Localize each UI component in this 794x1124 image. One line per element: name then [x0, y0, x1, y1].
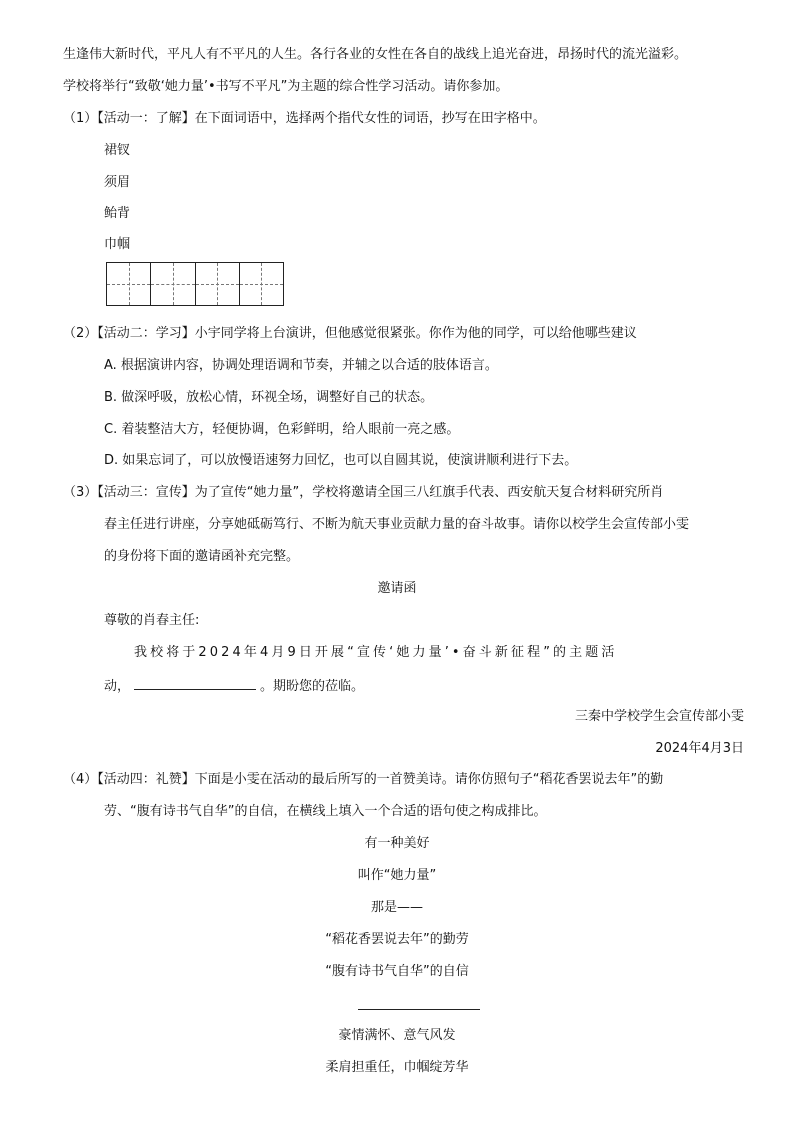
word-option: 裙钗 [104, 143, 131, 158]
tianzige-cell[interactable] [240, 263, 283, 305]
tianzige-cell[interactable] [151, 263, 195, 305]
q4-prompt-line-2: 劳、“腹有诗书气自华”的自信，在横线上填入一个合适的语句使之构成排比。 [104, 804, 547, 819]
poem-line: “腹有诗书气自华”的自信 [325, 964, 469, 979]
q2-option-c: C. 着装整洁大方，轻便协调，色彩鲜明，给人眼前一亮之感。 [104, 422, 460, 437]
intro-line-2: 学校将举行“致敬‘她力量’•书写不平凡”为主题的综合性学习活动。请你参加。 [63, 79, 509, 94]
q3-prompt-line-3: 的身份将下面的邀请函补充完整。 [104, 549, 300, 564]
letter-body-prefix: 动， [104, 679, 131, 694]
answer-blank[interactable] [134, 676, 256, 690]
q2-option-b: B. 做深呼吸，放松心情，环视全场，调整好自己的状态。 [104, 390, 434, 405]
intro-line-1: 生逢伟大新时代，平凡人有不平凡的人生。各行各业的女性在各自的战线上追光奋进，昂扬时代的流光溢彩。 [63, 47, 688, 62]
poem-line: 柔肩担重任，巾帼绽芳华 [325, 1060, 469, 1075]
q3-prompt-line-1: （3）【活动三：宣传】为了宣传“她力量”，学校将邀请全国三八红旗手代表、西安航天复合材料研究所肖 [63, 485, 664, 500]
word-option: 须眉 [104, 175, 131, 190]
q4-prompt-line-1: （4）【活动四：礼赞】下面是小雯在活动的最后所写的一首赞美诗。请你仿照句子“稻花香罢说去年”的勤 [63, 772, 664, 787]
poem-line: 豪情满怀、意气风发 [338, 1028, 456, 1043]
poem-answer-blank[interactable] [358, 1009, 480, 1010]
word-option: 鲐背 [104, 206, 131, 221]
poem-line: 叫作“她力量” [357, 868, 437, 883]
q2-prompt: （2）【活动二：学习】小宇同学将上台演讲，但他感觉很紧张。你作为他的同学，可以给他哪些建议 [63, 326, 637, 341]
tianzige-grid[interactable] [106, 262, 284, 306]
letter-salutation: 尊敬的肖春主任: [104, 613, 200, 628]
q3-prompt-line-2: 春主任进行讲座，分享她砥砺笃行、不断为航天事业贡献力量的奋斗故事。请你以校学生会宣传部小雯 [104, 517, 690, 532]
q1-prompt: （1）【活动一：了解】在下面词语中，选择两个指代女性的词语，抄写在田字格中。 [63, 111, 546, 126]
tianzige-cell[interactable] [107, 263, 151, 305]
q2-option-a: A. 根据演讲内容，协调处理语调和节奏，并辅之以合适的肢体语言。 [104, 358, 498, 373]
letter-title: 邀请函 [377, 581, 417, 596]
poem-line: 有一种美好 [364, 836, 430, 851]
q2-option-d: D. 如果忘词了，可以放慢语速努力回忆，也可以自圆其说，使演讲顺利进行下去。 [104, 453, 578, 468]
letter-body-suffix: 。期盼您的莅临。 [260, 679, 365, 694]
tianzige-cell[interactable] [196, 263, 240, 305]
word-option: 巾帼 [104, 237, 131, 252]
letter-date: 2024年4月3日 [655, 741, 744, 756]
poem-line: 那是—— [370, 900, 423, 915]
letter-body-line-2 [104, 676, 364, 696]
letter-body-line-1: 我校将于2024年4月9日开展“宣传‘她力量’•奋斗新征程”的主题活 [134, 645, 618, 660]
poem-line: “稻花香罢说去年”的勤劳 [325, 932, 469, 947]
letter-signature: 三秦中学校学生会宣传部小雯 [574, 709, 744, 724]
